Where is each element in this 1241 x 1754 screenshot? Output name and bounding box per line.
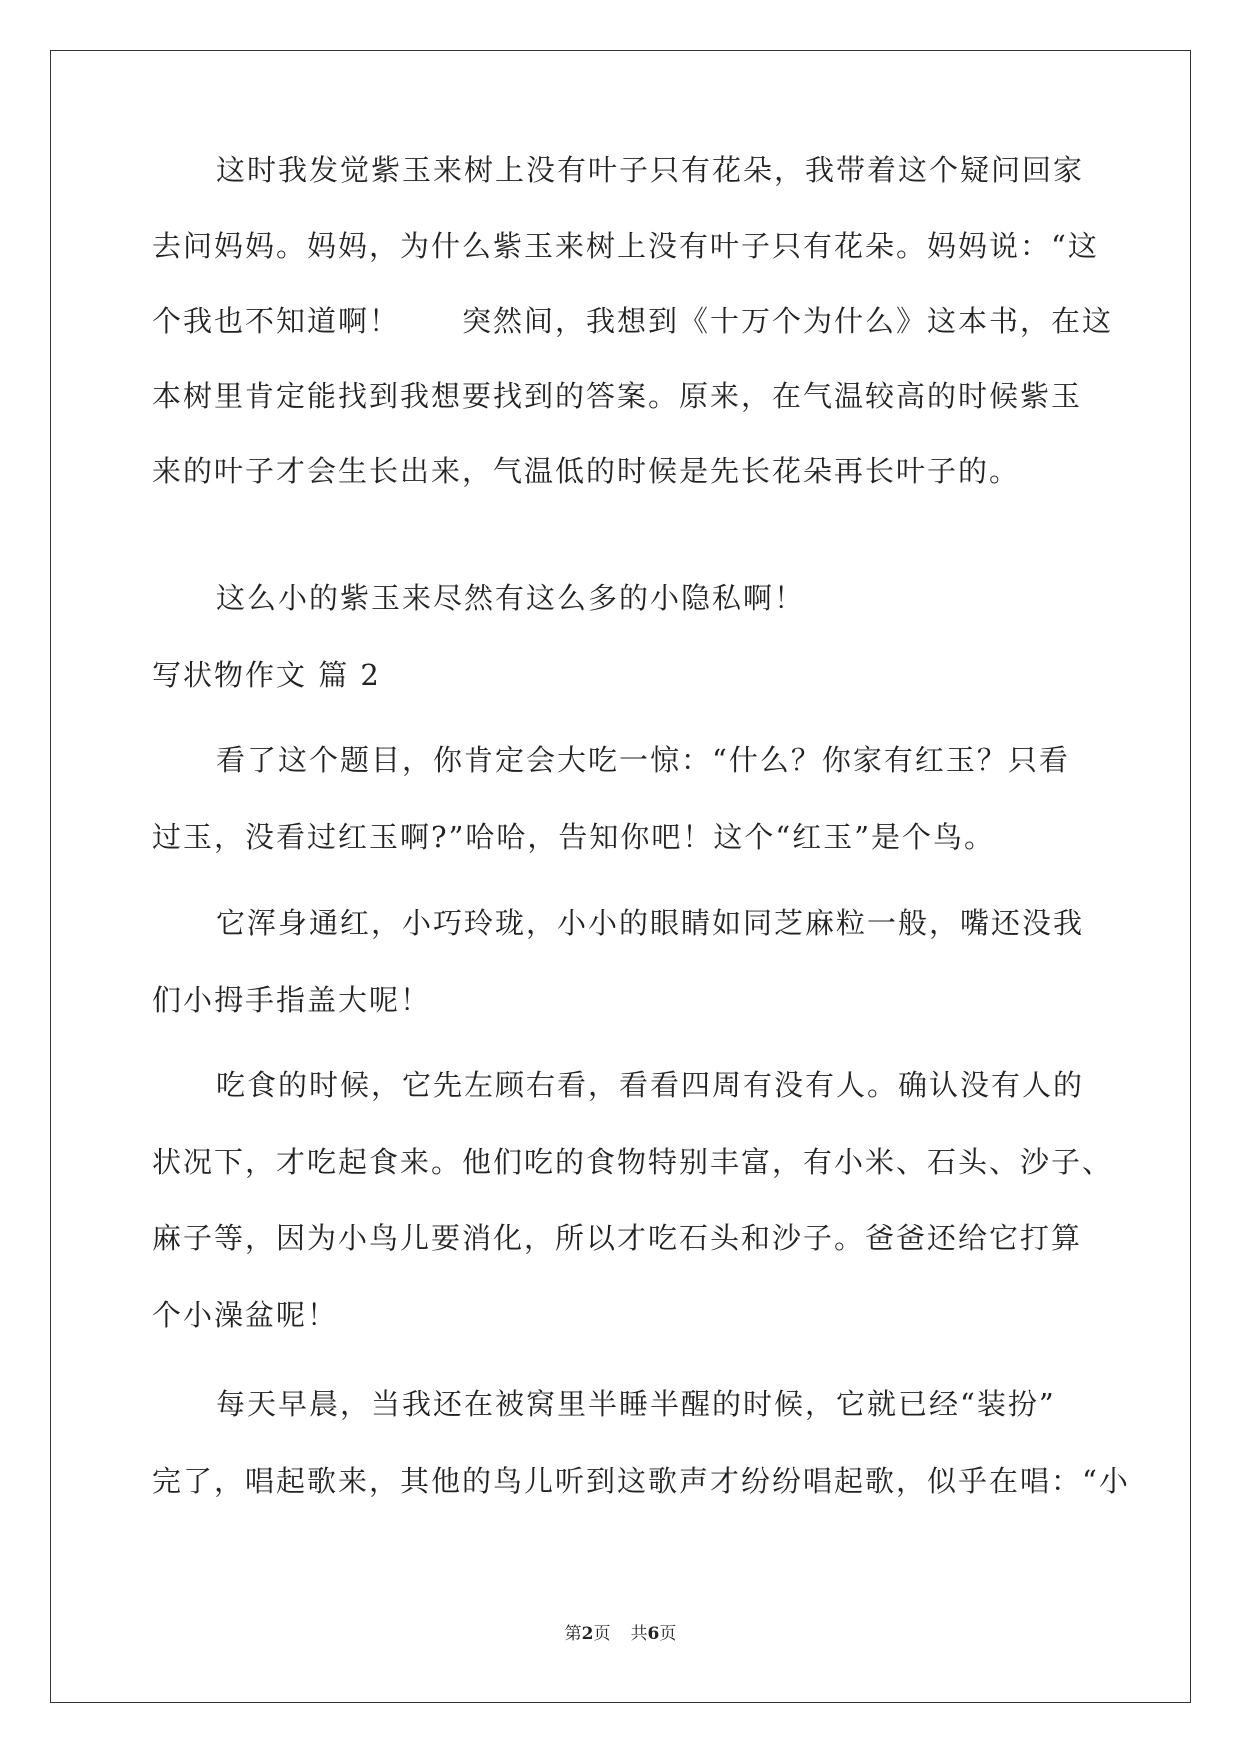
- text-line: 去问妈妈。妈妈，为什么紫玉来树上没有叶子只有花朵。妈妈说：“这: [152, 229, 1099, 263]
- text-line: 个我也不知道啊！ 突然间，我想到《十万个为什么》这本书，在这: [152, 304, 1114, 338]
- page-footer: [0, 1622, 1241, 1646]
- footer-prefix: 第: [564, 1624, 582, 1644]
- footer-page-word: 页: [593, 1624, 611, 1644]
- text-line: 吃食的时候，它先左顾右看，看看四周有没有人。确认没有人的: [216, 1068, 1085, 1102]
- text-line: 它浑身通红，小巧玲珑，小小的眼睛如同芝麻粒一般，嘴还没我: [216, 906, 1085, 940]
- section-heading: 写状物作文 篇 2: [152, 658, 381, 692]
- text-line: 这时我发觉紫玉来树上没有叶子只有花朵，我带着这个疑问回家: [216, 153, 1085, 187]
- text-line: 看了这个题目，你肯定会大吃一惊：“什么？你家有红玉？只看: [216, 743, 1070, 777]
- page-border: [50, 50, 1191, 1703]
- text-line: 每天早晨，当我还在被窝里半睡半醒的时候，它就已经“装扮”: [216, 1387, 1056, 1421]
- footer-total-suffix: 页: [659, 1624, 677, 1644]
- text-line: 完了，唱起歌来，其他的鸟儿听到这歌声才纷纷唱起歌，似乎在唱：“小: [152, 1464, 1130, 1498]
- footer-total-prefix: 共: [630, 1624, 648, 1644]
- text-line: 状况下，才吃起食来。他们吃的食物特别丰富，有小米、石头、沙子、: [152, 1145, 1114, 1179]
- text-line: 们小拇手指盖大呢！: [152, 983, 432, 1017]
- text-line: 这么小的紫玉来尽然有这么多的小隐私啊！: [216, 581, 806, 615]
- total-page-number: 6: [647, 1624, 660, 1644]
- text-line: 麻子等，因为小鸟儿要消化，所以才吃石头和沙子。爸爸还给它打算: [152, 1221, 1083, 1255]
- text-line: 来的叶子才会生长出来，气温低的时候是先长花朵再长叶子的。: [152, 454, 1021, 488]
- text-line: 本树里肯定能找到我想要找到的答案。原来，在气温较高的时候紫玉: [152, 379, 1083, 413]
- text-line: 个小澡盆呢！: [152, 1298, 339, 1332]
- text-line: 过玉，没看过红玉啊?”哈哈，告知你吧！这个“红玉”是个鸟。: [152, 820, 996, 854]
- current-page-number: 2: [581, 1624, 594, 1644]
